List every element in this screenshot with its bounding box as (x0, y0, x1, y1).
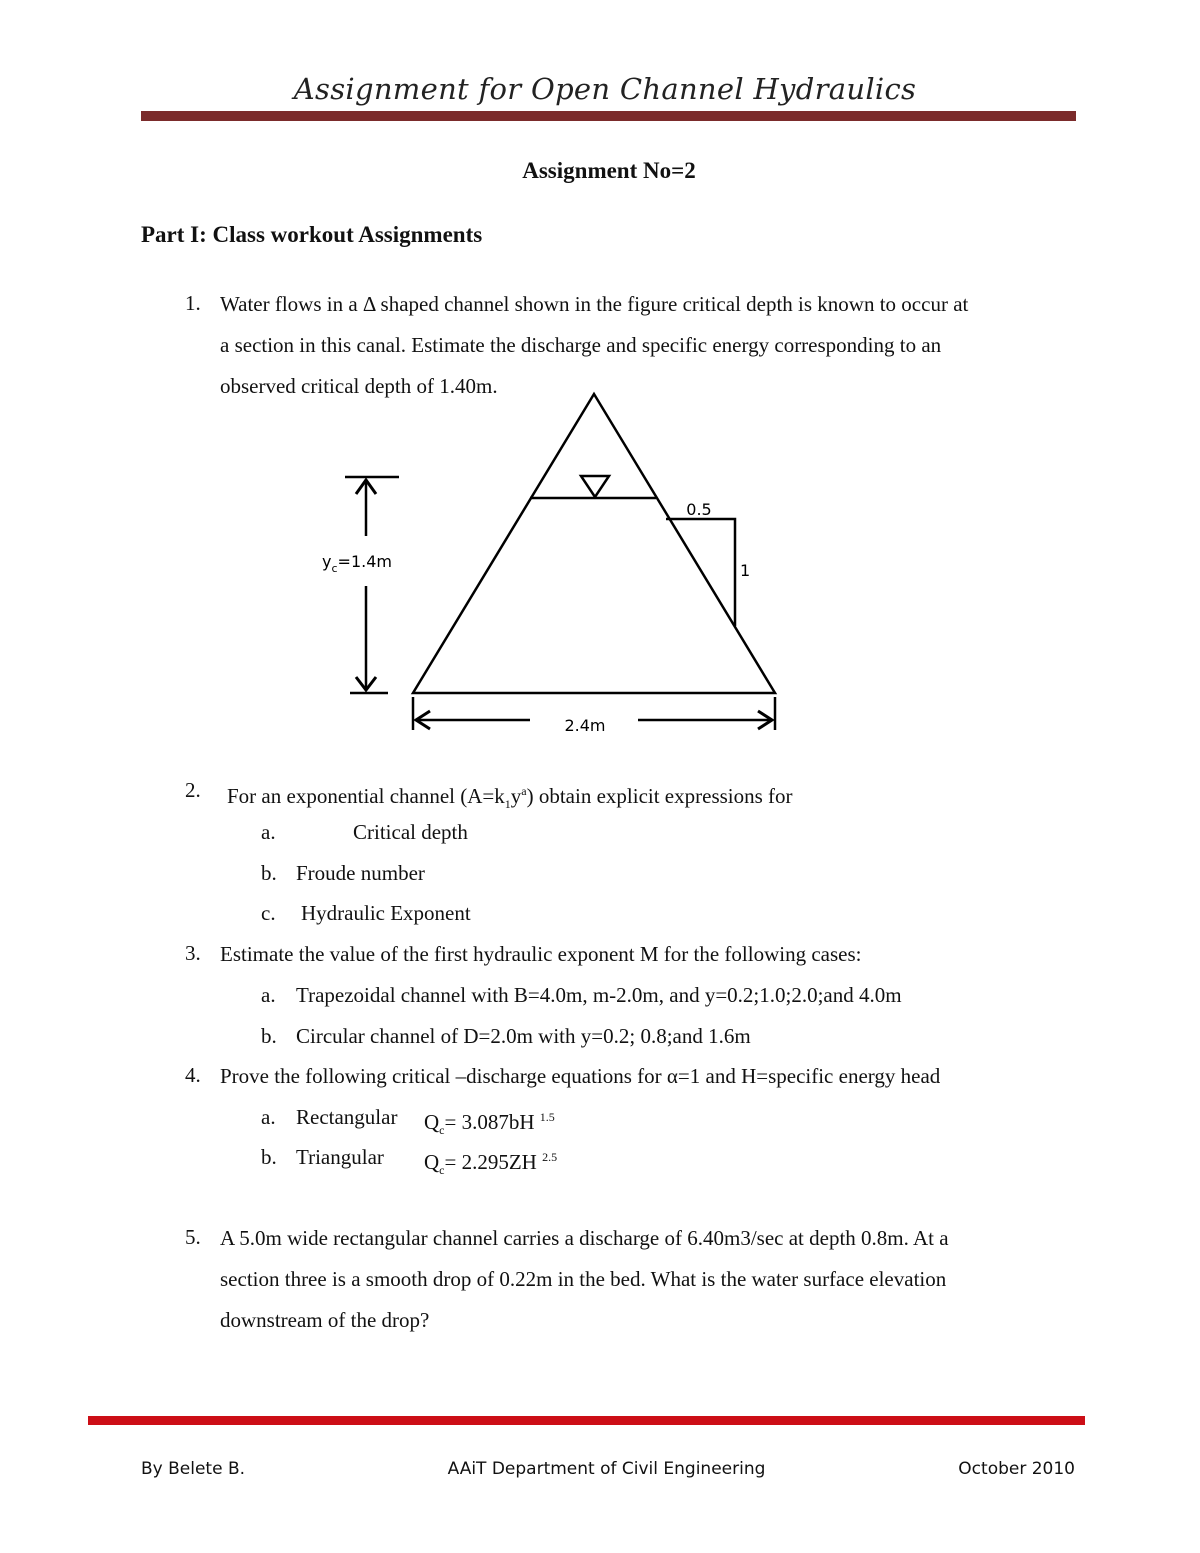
slope-vertical-label: 1 (740, 561, 751, 580)
question-4-item-b-equation: $Q_c= 2.295ZH$ $^{2.5}$ (424, 1150, 558, 1178)
question-4-text: Prove the following critical –discharge equations for α=1 and H=specific energy head (220, 1064, 941, 1088)
question-5-line-3: downstream of the drop? (220, 1308, 430, 1332)
question-2-item-c-letter: c. (261, 901, 276, 925)
question-2-item-c-text: Hydraulic Exponent (301, 901, 471, 925)
question-1-line-2: a section in this canal. Estimate the discharge and specific energy corresponding to an (220, 333, 942, 357)
question-2-item-a-letter: a. (261, 820, 276, 844)
question-5-line-2: section three is a smooth drop of 0.22m in the bed. What is the water surface elevation (220, 1267, 947, 1291)
question-2-item-b-letter: b. (261, 861, 277, 885)
question-3-number: 3. (185, 941, 201, 965)
question-1-line-1: Water flows in a Δ shaped channel shown in the figure critical depth is known to occur at (220, 292, 969, 316)
footer-author: By Belete B. (141, 1459, 246, 1479)
question-4-item-a-letter: a. (261, 1105, 276, 1129)
assignment-number: Assignment No=2 (522, 158, 696, 183)
question-2-number: 2. (185, 778, 201, 802)
question-4-item-a-label: Rectangular (296, 1105, 398, 1129)
triangular-channel-figure (0, 0, 1200, 760)
question-5-text (220, 1218, 1080, 1341)
question-1-number: 1. (185, 291, 201, 315)
water-level-symbol-icon (581, 476, 609, 497)
question-4-number: 4. (185, 1063, 201, 1087)
question-3-item-a-letter: a. (261, 983, 276, 1007)
question-3-item-a-text: Trapezoidal channel with B=4.0m, m-2.0m, and y=0.2;1.0;2.0;and 4.0m (296, 983, 902, 1007)
footer-department: AAiT Department of Civil Engineering (447, 1459, 766, 1479)
part-title: Part I: Class workout Assignments (141, 222, 483, 247)
question-5-number: 5. (185, 1225, 201, 1249)
footer-divider (88, 1416, 1085, 1425)
question-4-item-a-equation: $Q_c= 3.087bH$ $^{1.5}$ (424, 1110, 555, 1138)
channel-triangle (413, 394, 775, 693)
question-3-item-b-text: Circular channel of D=2.0m with y=0.2; 0.8;and 1.6m (296, 1024, 751, 1048)
base-width-label: 2.4m (564, 716, 606, 735)
question-1-line-3: observed critical depth of 1.40m. (220, 374, 498, 398)
question-4-item-b-letter: b. (261, 1145, 277, 1169)
question-5-line-1: A 5.0m wide rectangular channel carries a discharge of 6.40m3/sec at depth 0.8m. At a (220, 1226, 949, 1250)
question-4-item-b-label: Triangular (296, 1145, 384, 1169)
depth-label: $y_c=1.4m$ (322, 552, 392, 575)
question-3-text: Estimate the value of the first hydraulic exponent M for the following cases: (220, 942, 862, 966)
question-2-item-a-text: Critical depth (353, 820, 468, 844)
footer-date: October 2010 (958, 1459, 1075, 1479)
question-3-item-b-letter: b. (261, 1024, 277, 1048)
question-2-item-b-text: Froude number (296, 861, 425, 885)
document-header-title: Assignment for Open Channel Hydraulics (293, 72, 917, 106)
question-2-text: For an exponential channel $(A=k_1y^a)$ obtain explicit expressions for (227, 784, 793, 812)
slope-horizontal-label: 0.5 (686, 500, 712, 519)
